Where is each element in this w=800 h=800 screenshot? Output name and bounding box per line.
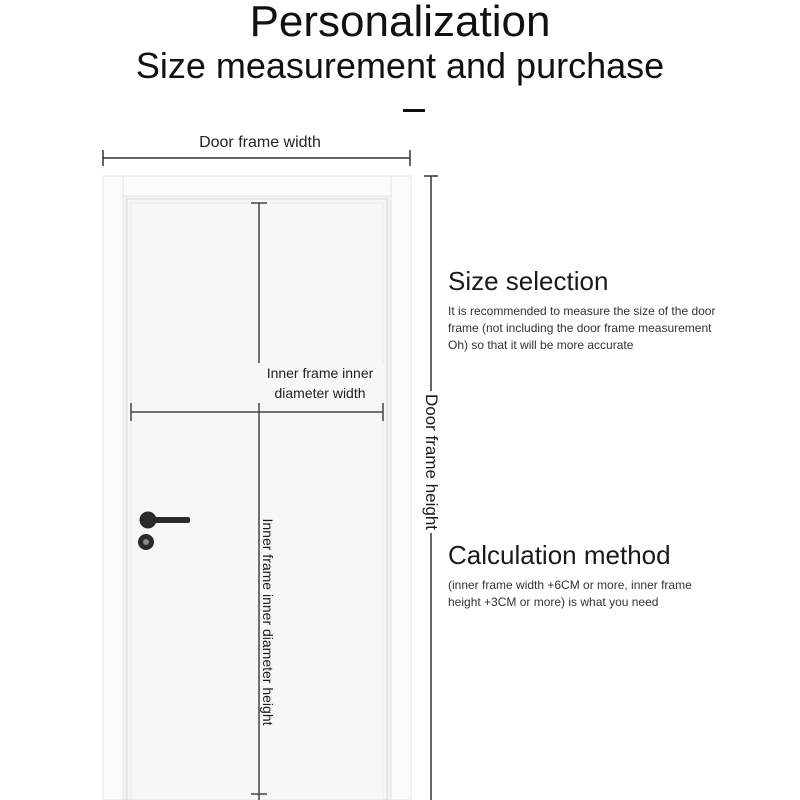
keyhole-icon [138, 534, 154, 550]
inner-height-label: Inner frame inner diameter height [260, 518, 276, 726]
size-selection-title: Size selection [448, 266, 609, 296]
page-title: Personalization [249, 0, 551, 46]
door-frame-height-label: Door frame height [421, 391, 441, 533]
calculation-method-title: Calculation method [448, 540, 671, 570]
size-selection-body: It is recommended to measure the size of the door frame (not including the door frame measurement Oh) so that it will be more accurate [448, 304, 716, 352]
door-leaf [127, 199, 387, 800]
inner-width-label: Inner frame inner diameter width [254, 363, 386, 403]
door-frame-width-label: Door frame width [199, 134, 321, 151]
door-frame-width-dimension [103, 150, 410, 166]
page-subtitle: Size measurement and purchase [135, 45, 665, 86]
calculation-method-body: (inner frame width +6CM or more, inner frame height +3CM or more) is what you need [448, 578, 692, 609]
